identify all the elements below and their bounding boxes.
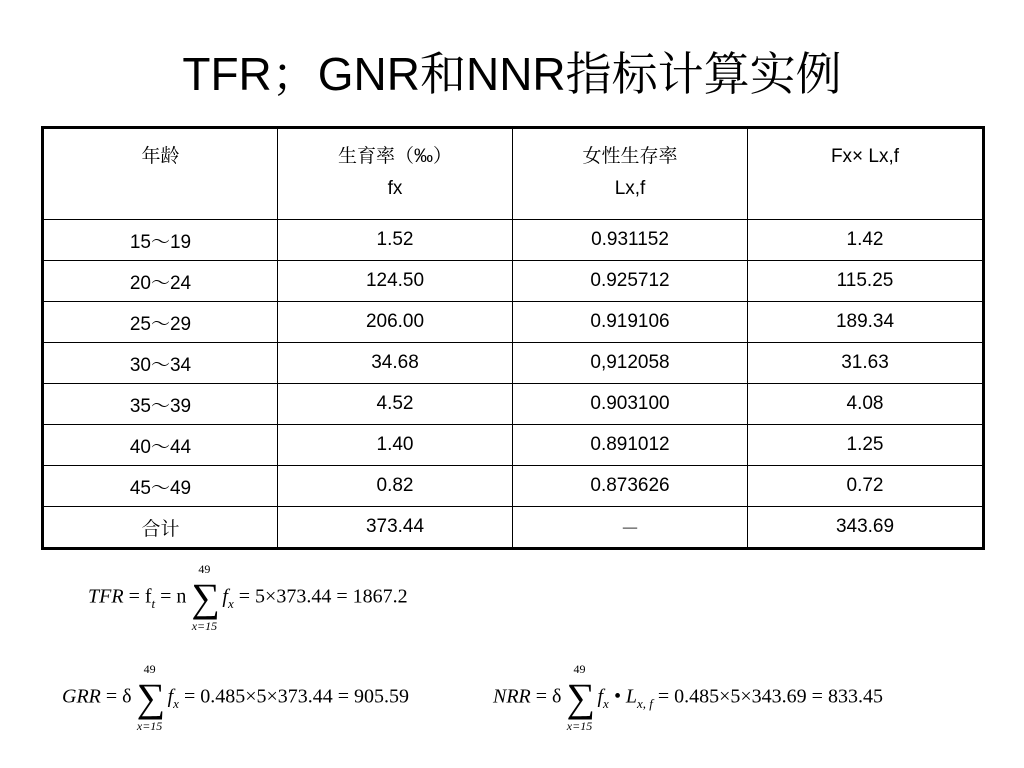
- formula-term: f: [167, 685, 174, 708]
- header-label: 生育率（‰）: [337, 146, 452, 167]
- grr-formula: [62, 662, 410, 733]
- cell-product: 1.25: [748, 425, 984, 466]
- formula-rhs: = 0.485×5×373.44 = 905.59: [183, 685, 410, 708]
- cell-survival: 0.873626: [513, 466, 748, 507]
- header-sublabel: fx: [387, 178, 403, 199]
- header-label: 年龄: [141, 146, 180, 167]
- sum-lower-limit: x=15: [136, 719, 163, 733]
- cell-age: 20～24: [43, 261, 278, 302]
- cell-product: 189.34: [748, 302, 984, 343]
- cell-product: 343.69: [748, 507, 984, 549]
- formula-term: f: [597, 685, 604, 708]
- cell-product: 1.42: [748, 220, 984, 261]
- table-row: [43, 302, 984, 343]
- cell-fertility: 4.52: [278, 384, 513, 425]
- formula-eq: = f: [128, 585, 152, 608]
- cell-survival: 0.919106: [513, 302, 748, 343]
- table-total-row: [43, 507, 984, 549]
- formula-rhs: = 5×373.44 = 1867.2: [238, 585, 408, 608]
- cell-age: 30～34: [43, 343, 278, 384]
- table-row: [43, 384, 984, 425]
- header-label: Fx× Lx,f: [830, 146, 900, 167]
- table-row: [43, 343, 984, 384]
- cell-survival: 0.925712: [513, 261, 748, 302]
- cell-fertility: 1.52: [278, 220, 513, 261]
- table-row: [43, 220, 984, 261]
- formula-lhs: TFR: [88, 585, 124, 608]
- sum-upper-limit: 49: [143, 662, 156, 676]
- formula-term-sub: x: [173, 695, 179, 711]
- formula-dot-sub: x, f: [636, 695, 653, 711]
- cell-fertility: 0.82: [278, 466, 513, 507]
- cell-age: 25～29: [43, 302, 278, 343]
- formula-lhs: GRR: [62, 685, 101, 708]
- cell-fertility: 1.40: [278, 425, 513, 466]
- cell-fertility: 206.00: [278, 302, 513, 343]
- formula-term: f: [222, 585, 228, 608]
- cell-product: 115.25: [748, 261, 984, 302]
- slide-title: TFR；GNR和NNR指标计算实例: [182, 48, 842, 100]
- formula-mid: = n: [160, 585, 187, 608]
- sigma-icon: ∑: [136, 675, 166, 720]
- cell-product: 0.72: [748, 466, 984, 507]
- table-row: [43, 261, 984, 302]
- cell-product: 31.63: [748, 343, 984, 384]
- formula-term-sub: x: [603, 695, 609, 711]
- formula-lhs: NRR: [493, 685, 531, 708]
- header-label: 女性生存率: [582, 146, 678, 167]
- cell-age: 40～44: [43, 425, 278, 466]
- cell-survival: 0,912058: [513, 343, 748, 384]
- summation-sign: [191, 562, 220, 633]
- formula-sub: t: [151, 595, 156, 611]
- formula-term-sub: x: [227, 595, 234, 611]
- formula-eq: = δ: [105, 685, 132, 708]
- header-cell-fertility: [278, 128, 513, 220]
- sigma-icon: ∑: [566, 675, 595, 720]
- sum-lower-limit: x=15: [191, 619, 218, 633]
- cell-age: 35～39: [43, 384, 278, 425]
- cell-product: 4.08: [748, 384, 984, 425]
- header-cell-product: [748, 128, 984, 220]
- table-row: [43, 466, 984, 507]
- formula-dot-term: • L: [608, 685, 637, 708]
- summation-sign: [566, 662, 595, 733]
- sum-lower-limit: x=15: [566, 719, 593, 733]
- table-header-row: [43, 128, 984, 220]
- cell-age: 45～49: [43, 466, 278, 507]
- cell-fertility: 34.68: [278, 343, 513, 384]
- sum-upper-limit: 49: [198, 562, 211, 576]
- cell-survival: 0.891012: [513, 425, 748, 466]
- cell-survival: 0.903100: [513, 384, 748, 425]
- data-table: [41, 126, 985, 550]
- cell-survival: 0.931152: [513, 220, 748, 261]
- header-sublabel: Lx,f: [614, 178, 646, 199]
- summation-sign: [136, 662, 166, 733]
- cell-survival: －: [513, 507, 748, 549]
- header-cell-survival: [513, 128, 748, 220]
- cell-age: 合计: [43, 507, 278, 549]
- sigma-icon: ∑: [191, 575, 220, 620]
- cell-fertility: 124.50: [278, 261, 513, 302]
- formula-eq: = δ: [535, 685, 562, 708]
- formula-rhs: = 0.485×5×343.69 = 833.45: [657, 685, 883, 708]
- table-row: [43, 425, 984, 466]
- header-cell-age: [43, 128, 278, 220]
- sum-upper-limit: 49: [573, 662, 586, 676]
- tfr-formula: [88, 562, 408, 633]
- cell-age: 15～19: [43, 220, 278, 261]
- nrr-formula: [493, 662, 883, 733]
- cell-fertility: 373.44: [278, 507, 513, 549]
